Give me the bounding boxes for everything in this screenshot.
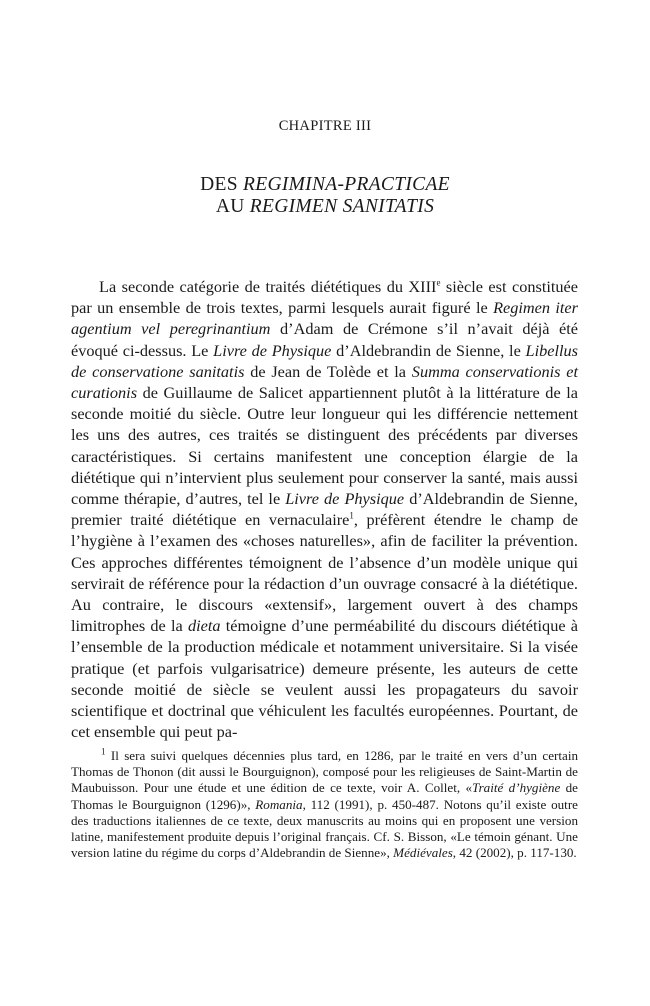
chapter-title-line-1: DES REGIMINA-PRACTICAE [200,174,450,195]
footnote-ref: 1 [349,510,354,521]
paragraph: La seconde catégorie de traités diététiques du XIIIe siècle est constituée par un ensemble de trois textes, parmi lesquels aurait figuré le Regimen iter agentium vel peregrinantium d’Adam de Crémone s’il n’avait déjà été évoqué ci-dessus. Le Livre de Physique d’Aldebrandin de Sienne, le Libellus de conservatione sanitatis de Jean de Tolède et la Summa conservationis et curationis de Guillaume de Salicet appartiennent plutôt à la littérature de la seconde moitié du siècle. Outre leur longueur qui les différencie nettement les uns des autres, ces traités se distinguent des précédents par diverses caractéristiques. Si certains manifestent une conception élargie de la diététique qui n’intervient plus seulement pour conserver la santé, mais aussi comme thérapie, d’autres, tel le Livre de Physique d’Aldebrandin de Sienne, premier traité diététique en vernaculaire$^1$, préfèrent étendre le champ de l’hygiène à l’examen des «choses naturelles», afin de faciliter la prévention. Ces approches différentes témoignent de l’absence d’un modèle unique qui servirait de référence pour la rédaction d’un ouvrage consacré à la diététique. Au contraire, le discours «extensif», largement ouvert à des champs limitrophes de la dieta témoigne d’une perméabilité du discours diététique à l’ensemble de la production médicale et notamment universitaire. Si la visée pratique (et parfois vulgarisatrice) demeure présente, les auteurs de cette seconde moitié de siècle se veulent aussi les propagateurs du savoir scientifique et doctrinal que véhiculent les facultés européennes. Pourtant, de cet ensemble qui peut pa- [71,277,579,742]
chapter-title [0,174,650,218]
chapter-title-line-2: AU REGIMEN SANITATIS [215,196,435,217]
footnote [71,748,578,861]
footnote-number: 1 [101,746,106,757]
chapter-label: CHAPITRE III [278,118,372,134]
footnote-text: $^1$ Il sera suivi quelques décennies plus tard, en 1286, par le traité en vers d’un certain Thomas de Thonon (dit aussi le Bourguignon), composé pour les religieuses de Saint-Martin de Maubuisson. Pour une étude et une édition de ce texte, voir A. Collet, «Traité d’hygiène de Thomas le Bourguignon (1296)», Romania, 112 (1991), p. 450-487. Notons qu’il existe outre des traductions italiennes de ce texte, deux manuscrits au moins qui en proposent une version latine, manifestement produite depuis l’original français. Cf. S. Bisson, «Le témoin génant. Une version latine du régime du corps d’Aldebrandin de Sienne», Médiévales, 42 (2002), p. 117-130. [71,746,578,861]
main-paragraph [71,276,578,742]
